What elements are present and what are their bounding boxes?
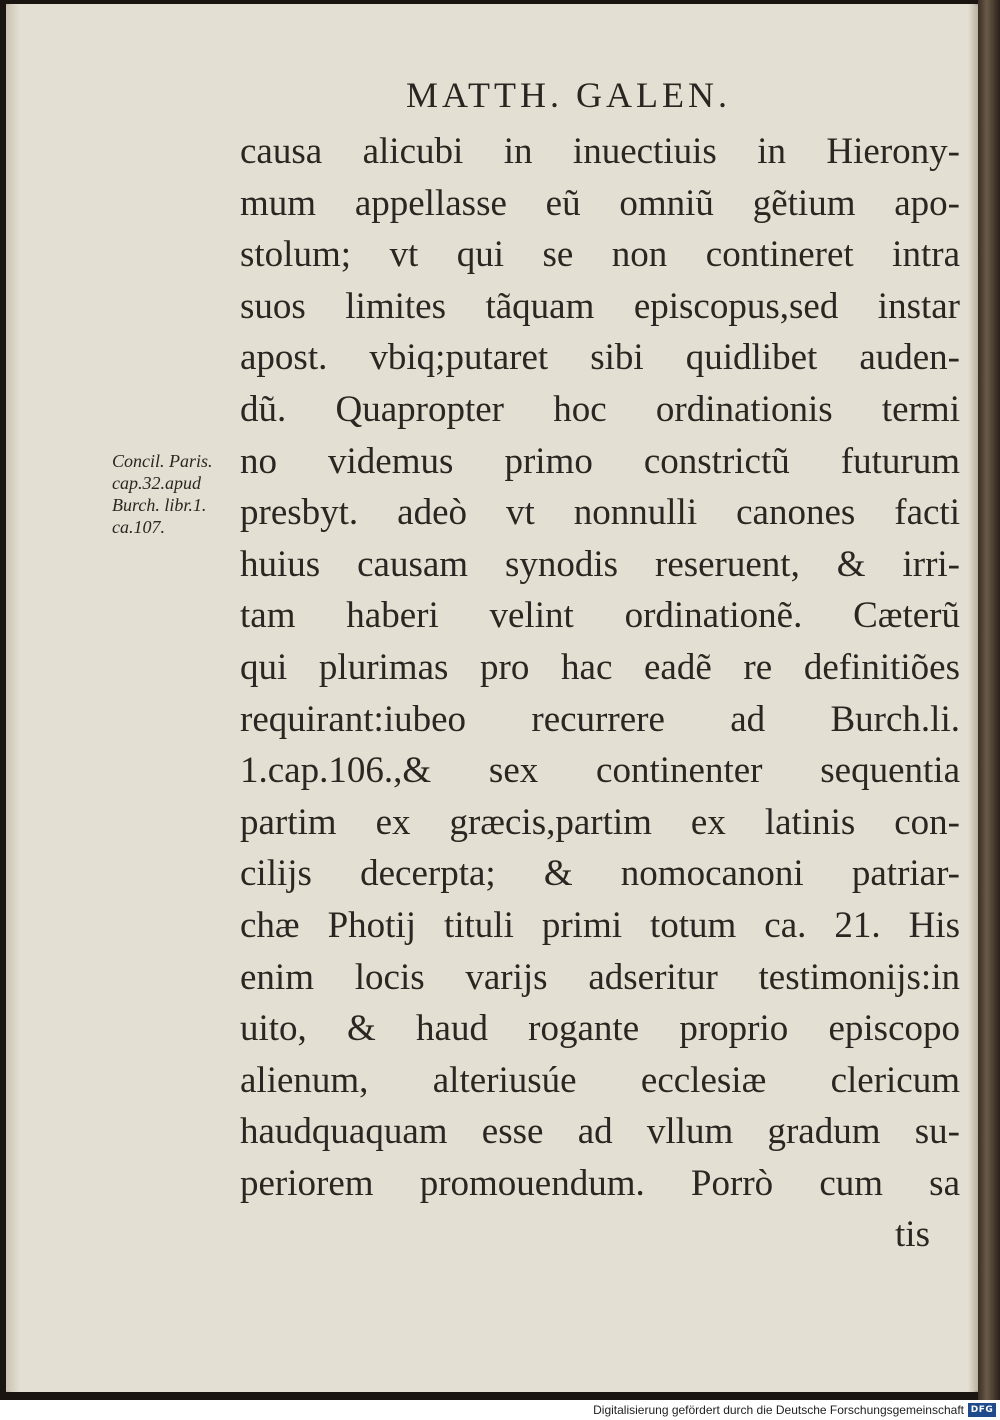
- text-line: cilijs decerpta; & nomocanoni patriar-: [240, 853, 960, 895]
- text-line: qui plurimas pro hac eadẽ re definitiões: [240, 646, 960, 688]
- text-line: uito, & haud rogante proprio episcopo: [240, 1008, 960, 1050]
- marginal-note-line: Burch. libr.1.: [112, 495, 207, 515]
- text-line: tam haberi velint ordinationẽ. Cæterũ: [240, 595, 960, 637]
- marginal-note-line: cap.32.apud: [112, 473, 201, 493]
- text-line: requirant:iubeo recurrere ad Burch.li.: [240, 698, 960, 740]
- text-line: huius causam synodis reseruent, & irri-: [240, 543, 960, 585]
- text-line: suos limites tãquam episcopus,sed instar: [240, 285, 960, 327]
- text-line: enim locis varijs adseritur testimonijs:in: [240, 956, 960, 998]
- body-text: [240, 126, 960, 1261]
- text-line: causa alicubi in inuectiuis in Hierony-: [240, 131, 960, 172]
- page-edge-left: [6, 4, 20, 1392]
- text-line: 1.cap.106.,& sex continenter sequentia: [240, 750, 960, 792]
- page-edge-right: [968, 4, 978, 1392]
- text-line: no videmus primo constrictũ futurum: [240, 440, 960, 482]
- marginal-note: [112, 450, 242, 538]
- footer-bar: [0, 1400, 1000, 1420]
- marginal-note-line: ca.107.: [112, 517, 165, 537]
- marginal-note-line: Concil. Paris.: [112, 451, 213, 471]
- text-line: chæ Photij tituli primi totum ca. 21. His: [240, 904, 960, 946]
- text-line: periorem promouendum. Porrò cum sa: [240, 1162, 960, 1204]
- running-head: MATTH. GALEN.: [406, 75, 731, 115]
- text-line: haudquaquam esse ad vllum gradum su-: [240, 1111, 960, 1153]
- funding-notice: Digitalisierung gefördert durch die Deutsche Forschungsgemeinschaft: [593, 1403, 964, 1417]
- text-line: alienum, alteriusúe ecclesiæ clericum: [240, 1059, 960, 1101]
- text-line: dũ. Quapropter hoc ordinationis termi: [240, 388, 960, 430]
- text-line: mum appellasse eũ omniũ gẽtium apo-: [240, 182, 960, 224]
- dfg-logo-icon: DFG: [968, 1403, 996, 1417]
- text-line: stolum; vt qui se non contineret intra: [240, 234, 960, 276]
- book-spine: [978, 0, 1000, 1400]
- catchword: tis: [895, 1214, 930, 1256]
- text-line: partim ex græcis,partim ex latinis con-: [240, 801, 960, 843]
- text-line: apost. vbiq;putaret sibi quidlibet auden-: [240, 337, 960, 379]
- text-line: presbyt. adeò vt nonnulli canones facti: [240, 492, 960, 534]
